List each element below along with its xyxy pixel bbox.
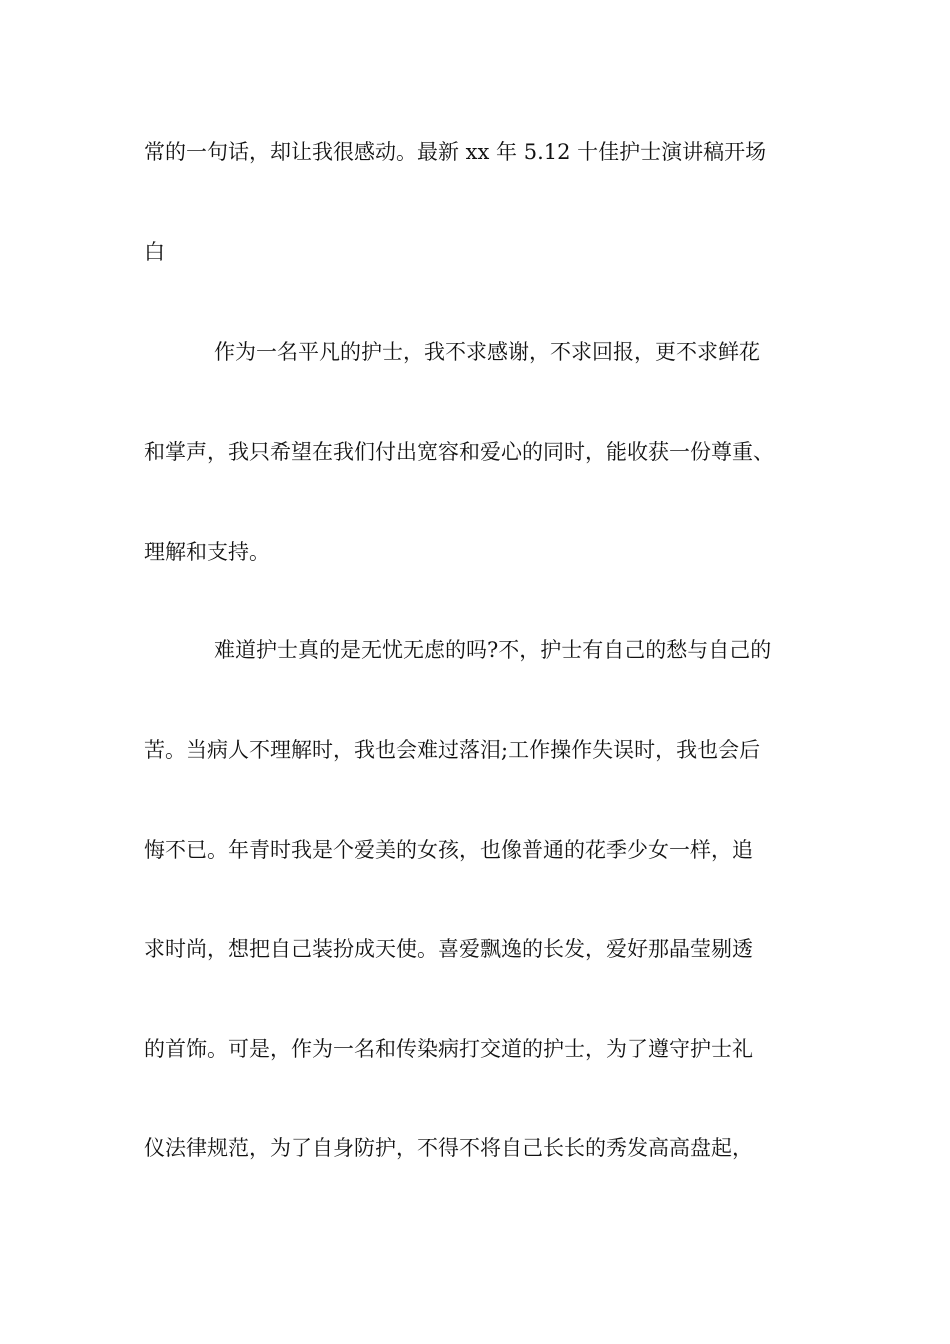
text-line: 白 bbox=[144, 240, 165, 264]
text-line: 苦。当病人不理解时，我也会难过落泪;工作操作失误时，我也会后 bbox=[144, 738, 761, 762]
text-line: 仪法律规范，为了自身防护，不得不将自己长长的秀发高高盘起， bbox=[144, 1136, 753, 1160]
text-line: 的首饰。可是，作为一名和传染病打交道的护士，为了遵守护士礼 bbox=[144, 1037, 753, 1061]
text-line: 求时尚，想把自己装扮成天使。喜爱飘逸的长发，爱好那晶莹剔透 bbox=[144, 937, 753, 961]
text-line: 和掌声，我只希望在我们付出宽容和爱心的同时，能收获一份尊重、 bbox=[144, 440, 774, 464]
paragraph-start-line: 难道护士真的是无忧无虑的吗?不，护士有自己的愁与自己的 bbox=[214, 638, 772, 662]
paragraph-start-line: 作为一名平凡的护士，我不求感谢，不求回报，更不求鲜花 bbox=[214, 340, 760, 364]
text-line: 理解和支持。 bbox=[144, 540, 270, 564]
text-line: 悔不已。年青时我是个爱美的女孩，也像普通的花季少女一样，追 bbox=[144, 838, 753, 862]
text-line: 常的一句话，却让我很感动。最新 xx 年 5.12 十佳护士演讲稿开场 bbox=[144, 140, 767, 164]
